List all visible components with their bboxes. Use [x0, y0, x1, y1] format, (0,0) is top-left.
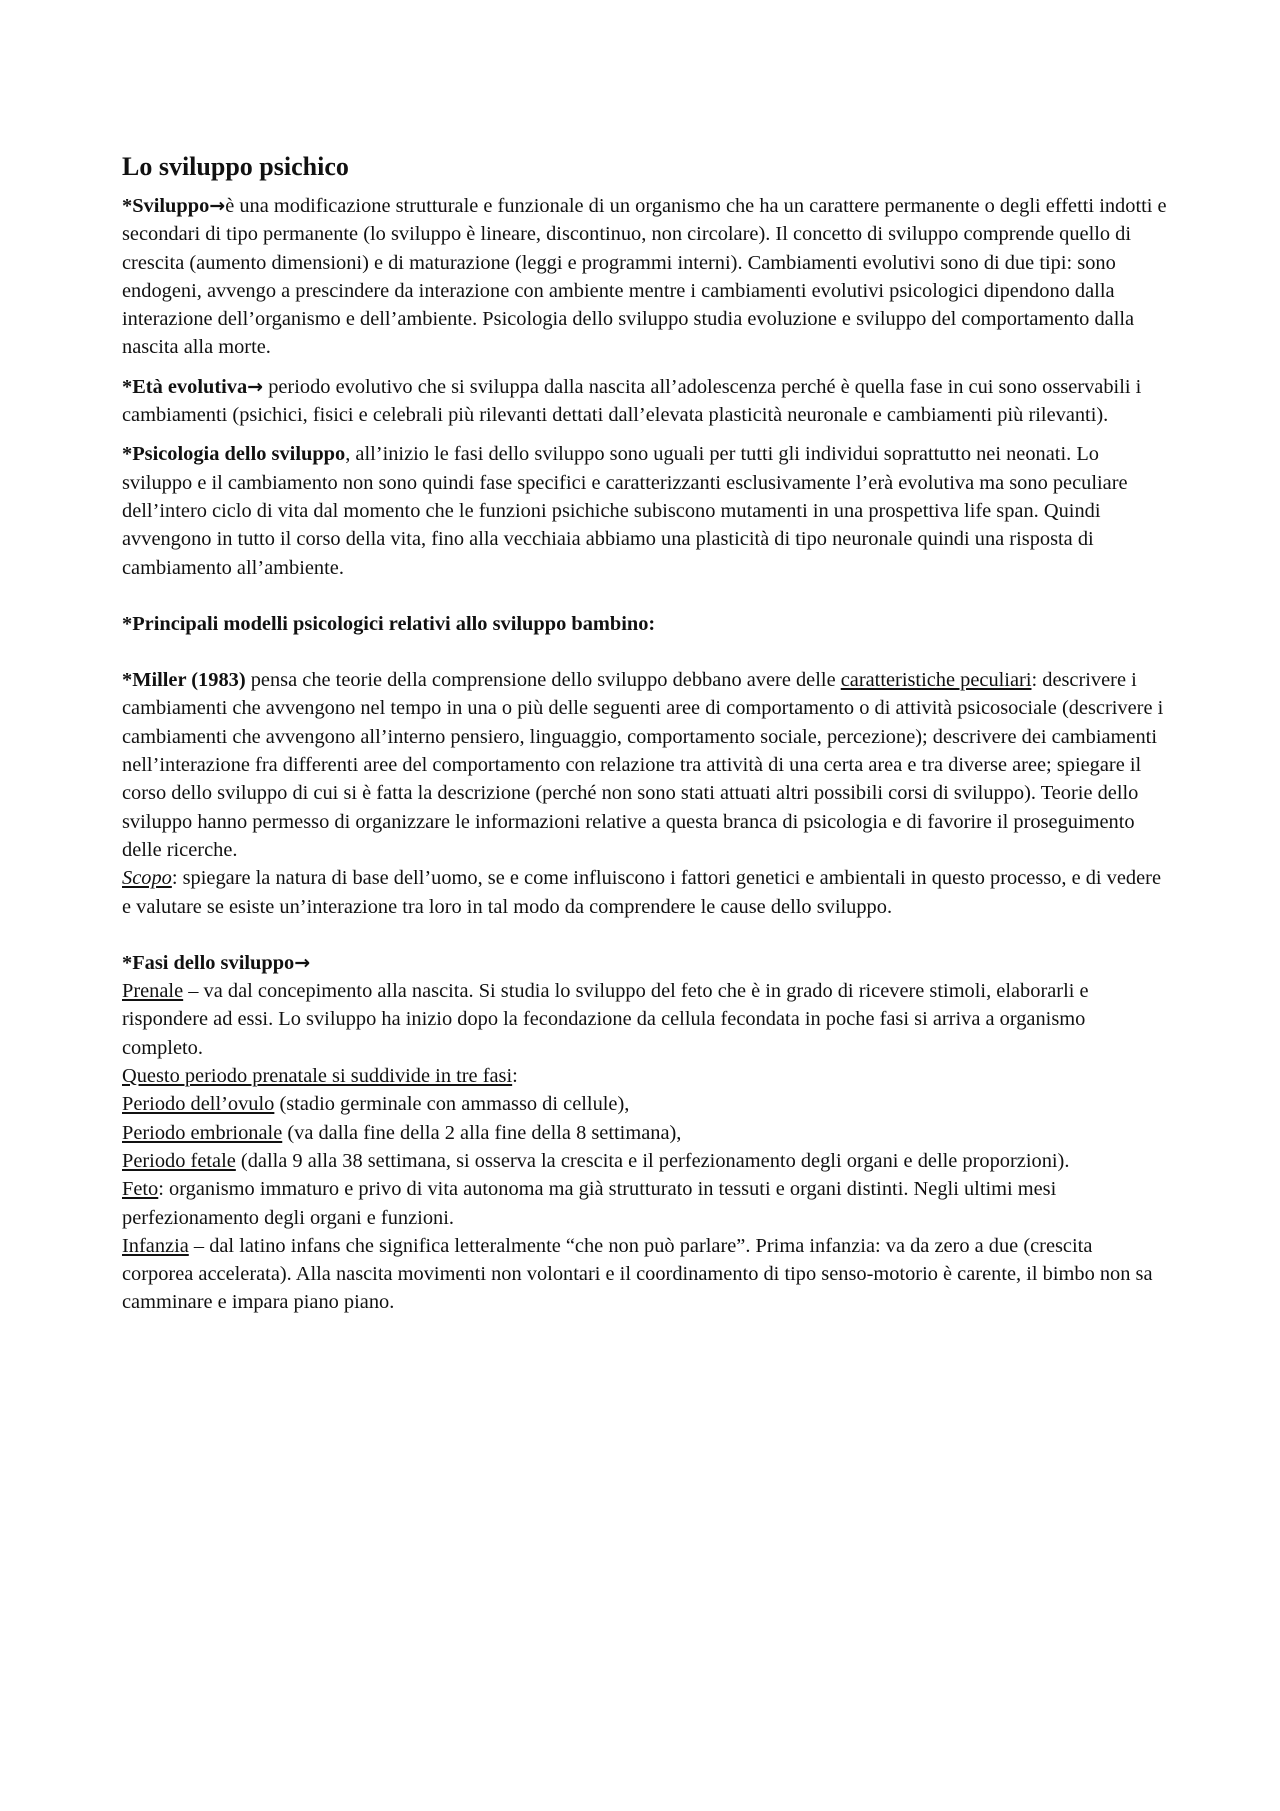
text-eta-evolutiva: periodo evolutivo che si sviluppa dalla nascita all’adolescenza perché è quella fase in cui sono osservabili i cambiamenti (psichici, fisici e celebrali più rilevanti dettati dall’elevata plasticità neuronale e cambiamenti più rilevanti). — [122, 375, 1142, 427]
paragraph-miller: *Miller (1983) pensa che teorie della comprensione dello sviluppo debbano avere delle caratteristiche peculiari: descrivere i cambiamenti che avvengono nel tempo in una o più delle seguenti aree di comportamento o di attività psicosociale (descrivere i cambiamenti che avvengono all’interno pensiero, linguaggio, comportamento sociale, percezione); descrivere dei cambiamenti nell’interazione fra differenti aree del comportamento con relazione tra attività di una certa area e tra diverse aree; spiegare il corso dello sviluppo di cui si è fatta la descrizione (perché non sono stati attuati altri possibili corsi di sviluppo). Teorie dello sviluppo hanno permesso di organizzare le informazioni relative a questa branca di psicologia e di favorire il proseguimento delle ricerche. — [122, 669, 1164, 861]
term-ovulo: Periodo dell’ovulo — [122, 1093, 275, 1116]
term-embrionale: Periodo embrionale — [122, 1121, 283, 1144]
term-psicologia: *Psicologia dello sviluppo — [122, 443, 346, 466]
term-sviluppo: *Sviluppo — [122, 195, 210, 217]
term-infanzia: Infanzia — [122, 1234, 189, 1257]
text-sviluppo: è una modificazione strutturale e funzionale di un organismo che ha un carattere permanente o degli effetti indotti e secondari di tipo permanente (lo sviluppo è lineare, discontinuo, non circolare). Il concetto di sviluppo comprende quello di crescita (aumento dimensioni) e di maturazione (leggi e programmi interni). Cambiamenti evolutivi sono di due tipi: sono endogeni, avvengo a prescindere da interazione con ambiente mentre i cambiamenti evolutivi psicologici dipendono dalla interazione dell’organismo e dell’ambiente. Psicologia dello sviluppo studia evoluzione e sviluppo del comportamento dalla nascita alla morte. — [122, 195, 1167, 359]
term-miller: *Miller (1983) — [122, 669, 246, 692]
document-page — [122, 150, 1167, 1317]
heading-fasi: *Fasi dello sviluppo→ — [122, 951, 311, 974]
paragraph-sviluppo — [122, 192, 1167, 362]
paragraph-fetale: Periodo fetale (dalla 9 alla 38 settimana, si osserva la crescita e il perfezionamento degli organi e delle proporzioni). — [122, 1149, 1070, 1172]
arrow-right-icon: → — [209, 195, 226, 217]
paragraph-prenatale-intro: Questo periodo prenatale si suddivide in tre fasi: — [122, 1065, 518, 1088]
paragraph-embrionale: Periodo embrionale (va dalla fine della 2 alla fine della 8 settimana), — [122, 1121, 682, 1144]
page-title: Lo sviluppo psichico — [122, 152, 349, 181]
paragraph-scopo — [122, 864, 1167, 921]
paragraph-prenale: Prenale – va dal concepimento alla nascita. Si studia lo sviluppo del feto che è in grado di ricevere stimoli, elaborarli e rispondere ad essi. Lo sviluppo ha inizio dopo la fecondazione da cellula fecondata in poche fasi si arriva a organismo completo. — [122, 980, 1089, 1059]
underlined-caratteristiche: caratteristiche peculiari — [840, 669, 1032, 692]
paragraph-eta-evolutiva — [122, 373, 1167, 430]
paragraph-feto: Feto: organismo immaturo e privo di vita autonoma ma già strutturato in tessuti e organi distinti. Negli ultimi mesi perfezionamento degli organi e funzioni. — [122, 1178, 1057, 1229]
text-scopo: : spiegare la natura di base dell’uomo, se e come influiscono i fattori genetici e ambientali in questo processo, e di vedere e valutare se esiste un’interazione tra loro in tal modo da comprendere le cause dello sviluppo. — [122, 867, 1162, 918]
text-psicologia: , all’inizio le fasi dello sviluppo sono uguali per tutti gli individui soprattutto nei neonati. Lo sviluppo e il cambiamento non sono quindi fase specifici e caratterizzanti esclusivamente l’erà evolutiva ma sono peculiare dell’intero ciclo di vita dal momento che le funzioni psichiche subiscono mutamenti in una prospettiva life span. Quindi avvengono in tutto il corso della vita, fino alla vecchiaia abbiamo una plasticità di tipo neuronale quindi una risposta di cambiamento all’ambiente. — [122, 443, 1128, 579]
paragraph-psicologia — [122, 440, 1167, 581]
term-fetale: Periodo fetale — [122, 1149, 236, 1172]
term-prenale: Prenale — [122, 980, 184, 1003]
term-prenatale-intro: Questo periodo prenatale si suddivide in tre fasi — [122, 1065, 513, 1088]
arrow-right-icon: → — [247, 375, 264, 398]
paragraph-ovulo: Periodo dell’ovulo (stadio germinale con ammasso di cellule), — [122, 1093, 630, 1116]
term-feto: Feto — [122, 1178, 159, 1201]
paragraph-infanzia: Infanzia – dal latino infans che significa letteralmente “che non può parlare”. Prima infanzia: va da zero a due (crescita corporea accelerata). Alla nascita movimenti non volontari e il coordinamento di tipo senso-motorio è carente, il bimbo non sa camminare e impara piano piano. — [122, 1234, 1153, 1314]
heading-modelli: *Principali modelli psicologici relativi allo sviluppo bambino: — [122, 612, 656, 635]
term-eta-evolutiva: *Età evolutiva — [122, 375, 248, 398]
term-scopo: Scopo — [122, 867, 172, 890]
arrow-right-icon: → — [294, 951, 311, 974]
